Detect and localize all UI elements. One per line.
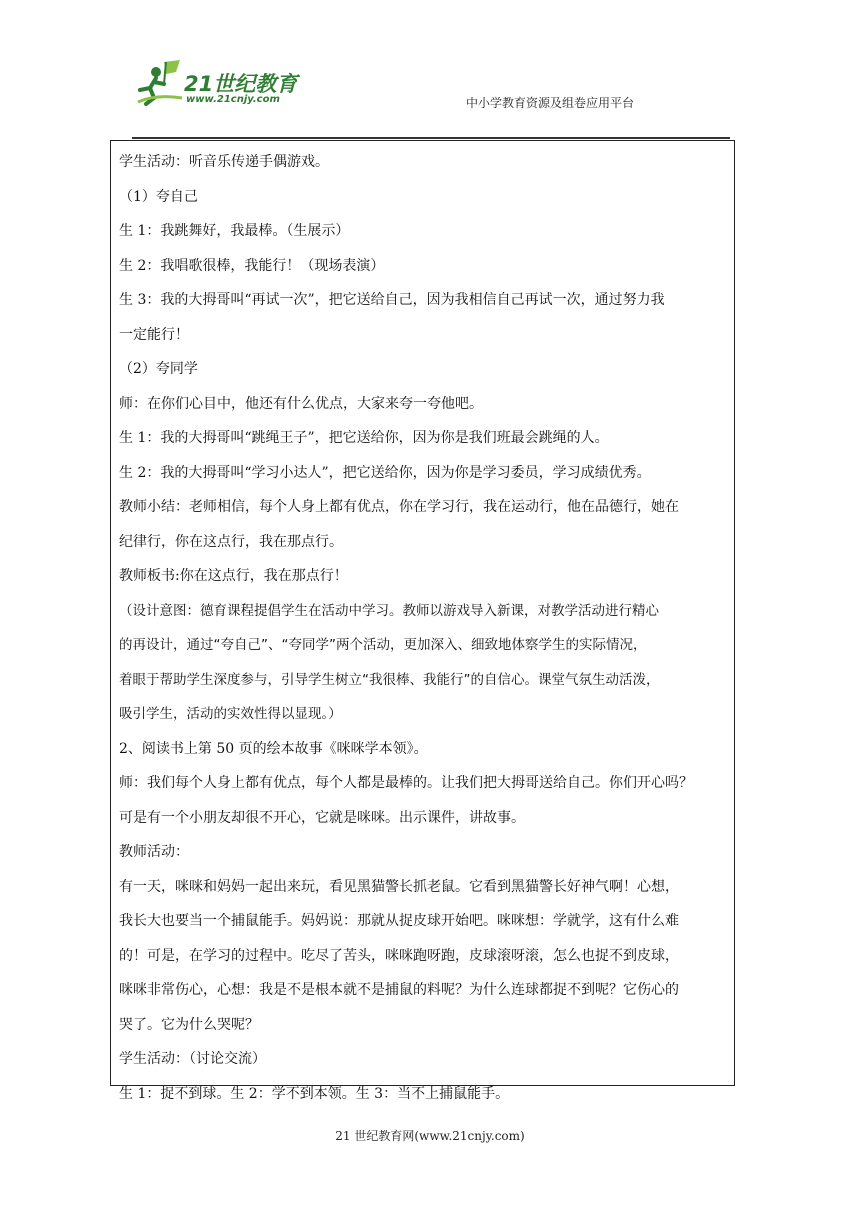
content-line: 教师活动： — [119, 844, 189, 860]
content-line: 生 1：我跳舞好，我最棒。（生展示） — [119, 223, 350, 239]
runner-logo-icon — [136, 58, 186, 108]
content-line: 学生活动：（讨论交流） — [119, 1051, 266, 1067]
content-line: 2、阅读书上第 50 页的绘本故事《咪咪学本领》。 — [119, 740, 428, 757]
content-line: 一定能行！ — [119, 326, 189, 343]
content-line: 有一天，咪咪和妈妈一起出来玩，看见黑猫警长抓老鼠。它看到黑猫警长好神气啊！心想， — [119, 878, 679, 895]
design-intent-line: 的再设计，通过“夸自己”、“夸同学”两个活动，更加深入、细致地体察学生的实际情况， — [119, 637, 647, 653]
content-line: 生 1：我的大拇哥叫“跳绳王子”，把它送给你，因为你是我们班最会跳绳的人。 — [119, 430, 609, 446]
content-line: 生 1：捉不到球。生 2：学不到本领。生 3：当不上捕鼠能手。 — [119, 1085, 510, 1102]
header-divider — [132, 137, 730, 139]
content-line: 师：我们每个人身上都有优点，每个人都是最棒的。让我们把大拇哥送给自己。你们开心吗？ — [119, 775, 693, 791]
content-line: 咪咪非常伤心，心想：我是不是根本就不是捕鼠的料呢？为什么连球都捉不到呢？它伤心的 — [119, 982, 679, 998]
content-line: 哭了。它为什么哭呢？ — [119, 1016, 259, 1033]
content-line: 我长大也要当一个捕鼠能手。妈妈说：那就从捉皮球开始吧。咪咪想：学就学，这有什么难 — [119, 913, 679, 929]
content-line: （1）夸自己 — [119, 188, 198, 205]
page-footer: 21 世纪教育网(www.21cnjy.com) — [335, 1129, 525, 1143]
content-line: 生 2：我的大拇哥叫“学习小达人”，把它送给你，因为你是学习委员，学习成绩优秀。 — [119, 464, 651, 481]
lesson-content-box — [110, 140, 735, 1102]
platform-title: 中小学教育资源及组卷应用平台 — [466, 96, 635, 110]
content-line: 教师小结：老师相信，每个人身上都有优点，你在学习行，我在运动行，他在品德行，她在 — [119, 499, 679, 515]
content-line: 生 3：我的大拇哥叫“再试一次”，把它送给自己，因为我相信自己再试一次，通过努力我 — [119, 292, 665, 308]
site-logo — [136, 58, 306, 110]
design-intent-line: （设计意图：德育课程提倡学生在活动中学习。教师以游戏导入新课，对教学活动进行精心 — [119, 602, 659, 619]
content-line: 学生活动：听音乐传递手偶游戏。 — [119, 154, 329, 170]
content-line: 可是有一个小朋友却很不开心，它就是咪咪。出示课件，讲故事。 — [119, 809, 525, 826]
design-intent-line: 吸引学生，活动的实效性得以显现。） — [119, 706, 342, 722]
logo-text: 21世纪教育 — [184, 72, 298, 96]
content-line: 生 2：我唱歌很棒，我能行！（现场表演） — [119, 257, 385, 274]
design-intent-line: 着眼于帮助学生深度参与，引导学生树立“我很棒、我能行”的自信心。课堂气氛生动活泼， — [119, 671, 660, 688]
content-line: 纪律行，你在这点行，我在那点行。 — [119, 533, 343, 550]
content-line: 的！可是，在学习的过程中。吃尽了苦头，咪咪跑呀跑，皮球滚呀滚，怎么也捉不到皮球， — [119, 947, 679, 964]
content-line: （2）夸同学 — [119, 361, 198, 377]
content-line: 师：在你们心目中，他还有什么优点，大家来夸一夸他吧。 — [119, 395, 483, 412]
content-line: 教师板书:你在这点行，我在那点行！ — [119, 568, 348, 584]
logo-url: www.21cnjy.com — [186, 94, 280, 105]
